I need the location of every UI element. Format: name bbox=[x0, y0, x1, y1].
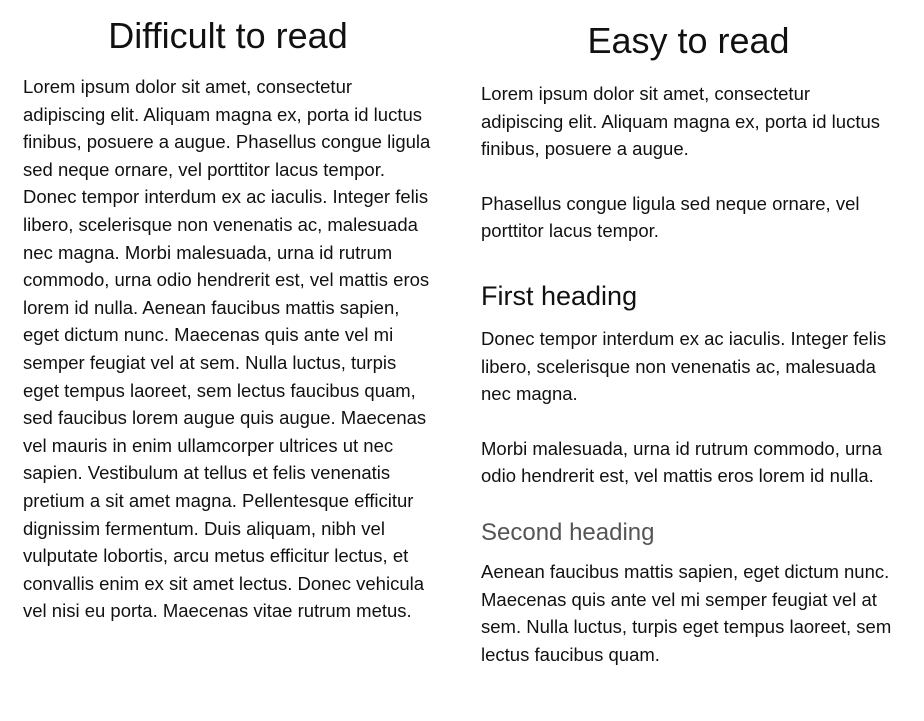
easy-paragraph-2: Phasellus congue ligula sed neque ornare, vel porttitor lacus tempor. bbox=[481, 192, 860, 242]
easy-column bbox=[481, 0, 896, 668]
easy-paragraph-5: Aenean faucibus mattis sapien, eget dictum nunc. Maecenas quis ante vel mi semper feugiat vel at sem. Nulla luctus, turpis eget tempus laoreet, sem lectus faucibus quam. bbox=[481, 560, 892, 665]
easy-paragraph-3: Donec tempor interdum ex ac iaculis. Integer felis libero, scelerisque non venenatis ac, malesuada nec magna. bbox=[481, 327, 887, 405]
difficult-paragraph: Lorem ipsum dolor sit amet, consectetur adipiscing elit. Aliquam magna ex, porta id luctus finibus, posuere a augue. Phasellus congue ligula sed neque ornare, vel porttitor lacus tempor. Donec tempor interdum ex ac iaculis. Integer felis libero, scelerisque non venenatis ac, malesuada nec magna. Morbi malesuada, urna id rutrum commodo, urna odio hendrerit est, vel mattis eros lorem id nulla. Aenean faucibus mattis sapien, eget dictum nunc. Maecenas quis ante vel mi semper feugiat vel at sem. Nulla luctus, turpis eget tempus laoreet, sem lectus faucibus quam, sed faucibus lorem augue quis augue. Maecenas vel mauris in enim ullamcorper ultrices ut nec sapien. Vestibulum at tellus et felis venenatis pretium a sit amet magna. Pellentesque efficitur dignissim fermentum. Duis aliquam, nibh vel vulputate lobortis, arcu metus efficitur lectus, et convallis enim ex sit amet lectus. Donec vehicula vel nisi eu porta. Maecenas vitae rutrum metus. bbox=[23, 76, 431, 622]
difficult-title: Difficult to read bbox=[108, 15, 348, 56]
second-heading: Second heading bbox=[481, 518, 655, 546]
easy-title: Easy to read bbox=[587, 20, 790, 61]
easy-paragraph-1: Lorem ipsum dolor sit amet, consectetur adipiscing elit. Aliquam magna ex, porta id luctus finibus, posuere a augue. bbox=[481, 83, 880, 160]
first-heading: First heading bbox=[481, 280, 638, 311]
difficult-column bbox=[23, 0, 433, 625]
easy-paragraph-4: Morbi malesuada, urna id rutrum commodo, urna odio hendrerit est, vel mattis eros lorem id nulla. bbox=[481, 437, 883, 487]
